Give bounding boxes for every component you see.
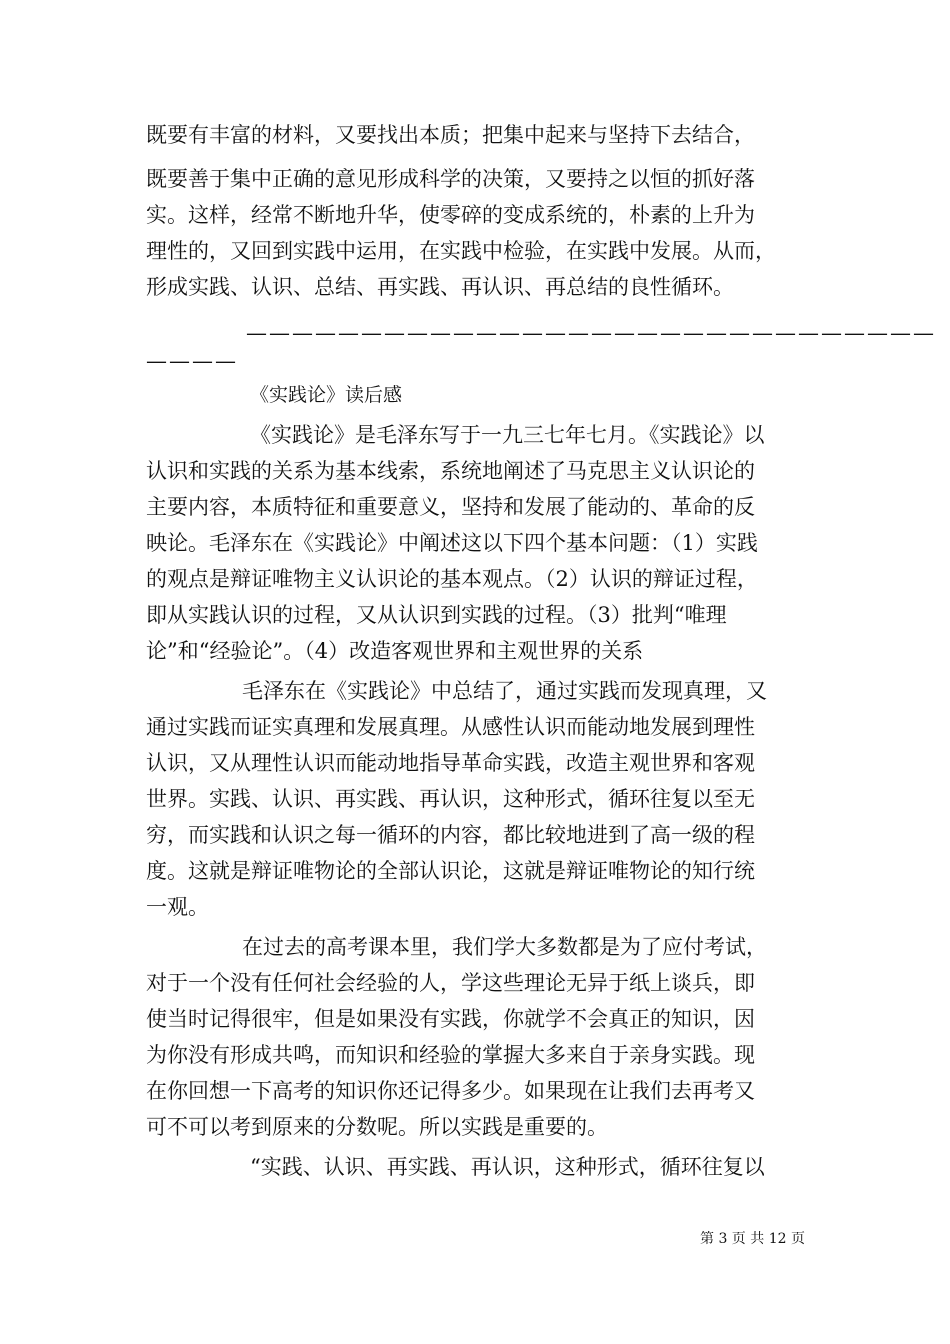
text-line: 世界。实践、认识、再实践、再认识，这种形式，循环往复以至无 [146,787,755,811]
separator-line: ———— [146,349,238,373]
page-number: 第 3 页 共 12 页 [700,1231,805,1247]
text-line: 既要有丰富的材料，又要找出本质；把集中起来与坚持下去结合， [146,123,755,147]
essay-title: 《实践论》读后感 [250,384,403,406]
text-line: 论”和“经验论”。（4）改造客观世界和主观世界的关系 [146,639,644,663]
separator-line: —————————————————————————————— [246,321,936,345]
text-line: 认识，又从理性认识而能动地指导革命实践，改造主观世界和客观 [146,751,755,775]
text-line: 理性的，又回到实践中运用，在实践中检验，在实践中发展。从而， [146,239,776,263]
text-line: 毛泽东在《实践论》中总结了，通过实践而发现真理，又 [242,679,767,703]
text-line: 映论。毛泽东在《实践论》中阐述这以下四个基本问题：（1）实践 [146,531,758,555]
text-line: 形成实践、认识、总结、再实践、再认识、再总结的良性循环。 [146,275,734,299]
text-line: 一观。 [146,895,209,919]
text-line: 对于一个没有任何社会经验的人，学这些理论无异于纸上谈兵，即 [146,971,755,995]
text-line: 在你回想一下高考的知识你还记得多少。如果现在让我们去再考又 [146,1079,755,1103]
text-line: 《实践论》是毛泽东写于一九三七年七月。《实践论》以 [250,423,765,447]
text-line: 可不可以考到原来的分数呢。所以实践是重要的。 [146,1115,608,1139]
text-line: “实践、认识、再实践、再认识，这种形式，循环往复以 [250,1155,765,1179]
text-line: 主要内容，本质特征和重要意义，坚持和发展了能动的、革命的反 [146,495,755,519]
text-line: 的观点是辩证唯物主义认识论的基本观点。（2）认识的辩证过程， [146,567,758,591]
text-line: 既要善于集中正确的意见形成科学的决策，又要持之以恒的抓好落 [146,167,755,191]
text-line: 使当时记得很牢，但是如果没有实践，你就学不会真正的知识，因 [146,1007,755,1031]
text-line: 即从实践认识的过程，又从认识到实践的过程。（3）批判“唯理 [146,603,727,627]
text-line: 认识和实践的关系为基本线索，系统地阐述了马克思主义认识论的 [146,459,755,483]
text-line: 实。这样，经常不断地升华，使零碎的变成系统的，朴素的上升为 [146,203,755,227]
text-line: 穷，而实践和认识之每一循环的内容，都比较地进到了高一级的程 [146,823,755,847]
text-line: 通过实践而证实真理和发展真理。从感性认识而能动地发展到理性 [146,715,755,739]
text-line: 为你没有形成共鸣，而知识和经验的掌握大多来自于亲身实践。现 [146,1043,755,1067]
text-line: 在过去的高考课本里，我们学大多数都是为了应付考试， [242,935,767,959]
text-line: 度。这就是辩证唯物论的全部认识论，这就是辩证唯物论的知行统 [146,859,755,883]
